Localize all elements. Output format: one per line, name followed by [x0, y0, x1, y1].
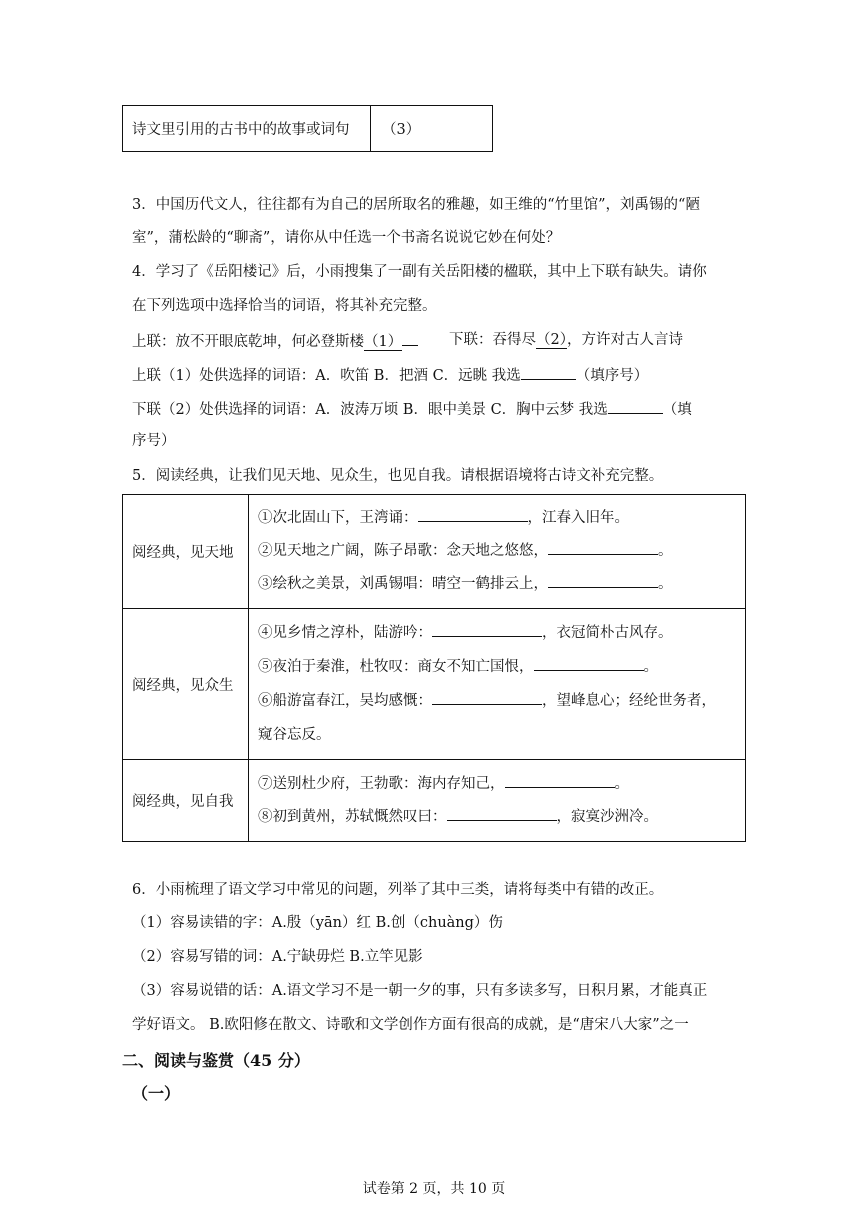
q6-line1: （1）容易读错的字：A.殷（yān）红 B.创（chuàng）伤 [132, 915, 503, 931]
r1b-post: 。 [658, 543, 673, 559]
row2-content [249, 609, 746, 760]
r3b-pre: ⑧初到黄州，苏轼慨然叹曰： [258, 808, 447, 825]
section2-title: 二、阅读与鉴赏（45 分） [122, 1051, 310, 1070]
r1c-blank[interactable] [548, 572, 658, 588]
q4-couplet-upper [132, 330, 418, 352]
q4-option1 [132, 364, 648, 386]
r1a-blank[interactable] [418, 506, 528, 522]
section2-sub: （一） [132, 1084, 181, 1103]
q6-line3: （3）容易说错的话：A.语文学习不是一朝一夕的事，只有多读多写，日积月累，才能真正 [132, 983, 708, 999]
r2a [258, 616, 745, 650]
option1-text: 上联（1）处供选择的词语：A．吹笛 B．把酒 C．远眺 我选 [132, 368, 521, 384]
q4-couplet-lower [449, 330, 683, 350]
row3-content [249, 760, 746, 842]
source-value: （3） [371, 106, 493, 152]
r3a-post: 。 [614, 775, 629, 792]
r2c-line2: 窥谷忘反。 [258, 727, 331, 743]
source-label: 诗文里引用的古书中的故事或词句 [123, 106, 371, 152]
q3-line2: 室”，蒲松龄的“聊斋”，请你从中任选一个书斋名说说它妙在何处？ [132, 230, 561, 246]
q4-line1: 4．学习了《岳阳楼记》后，小雨搜集了一副有关岳阳楼的楹联，其中上下联有缺失。请你 [132, 264, 707, 280]
r3a-pre: ⑦送别杜少府，王勃歌：海内存知己， [258, 775, 505, 792]
r2a-blank[interactable] [432, 621, 542, 637]
r1a-pre: ①次北固山下，王湾诵： [258, 510, 418, 526]
row1-content [249, 495, 746, 609]
lower-mark: （2） [536, 332, 567, 348]
r1b [258, 535, 745, 568]
q4-option2 [132, 398, 692, 420]
option1-blank[interactable] [521, 364, 576, 380]
r1b-blank[interactable] [548, 539, 658, 555]
q5-intro: 5．阅读经典，让我们见天地、见众生，也见自我。请根据语境将古诗文补充完整。 [132, 468, 664, 484]
r3a [258, 768, 745, 801]
row3-label: 阅经典，见自我 [123, 760, 249, 842]
upper-underline-tail [402, 330, 418, 346]
q4-option2-line2: 序号） [132, 433, 176, 449]
r2b-blank[interactable] [534, 655, 644, 671]
row2-label: 阅经典，见众生 [123, 609, 249, 760]
row1-label: 阅经典，见天地 [123, 495, 249, 609]
r2b-post: 。 [643, 659, 658, 675]
q6-line2: （2）容易写错的词：A.宁缺毋烂 B.立竿见影 [132, 949, 423, 965]
q4-line2: 在下列选项中选择恰当的词语，将其补充完整。 [132, 298, 437, 314]
q6-line4: 学好语文。 B.欧阳修在散文、诗歌和文学创作方面有很高的成就，是“唐宋八大家”之一 [132, 1017, 689, 1033]
r3a-blank[interactable] [505, 772, 615, 788]
r1a [258, 502, 745, 535]
r2b-pre: ⑤夜泊于秦淮，杜牧叹：商女不知亡国恨， [258, 659, 534, 675]
page-footer: 试卷第 2 页，共 10 页 [362, 1181, 506, 1197]
r2b [258, 650, 745, 684]
q3-line1: 3．中国历代文人，往往都有为自己的居所取名的雅趣，如王维的“竹里馆”，刘禹锡的“陋 [132, 197, 700, 213]
option2-blank[interactable] [608, 398, 663, 414]
r1a-post: ，江春入旧年。 [527, 510, 629, 526]
r2c [258, 684, 745, 718]
r2c-blank[interactable] [432, 689, 542, 705]
option2-tail: （填 [662, 402, 692, 418]
lower-prefix: 下联：吞得尽 [449, 332, 536, 348]
r1b-pre: ②见天地之广阔，陈子昂歌：念天地之悠悠， [258, 543, 548, 559]
r3b [258, 801, 745, 834]
r2a-post: ，衣冠简朴古风存。 [542, 625, 673, 641]
r1c [258, 568, 745, 601]
source-table [122, 105, 493, 152]
poetry-table [122, 494, 746, 842]
r1c-pre: ③绘秋之美景，刘禹锡唱：晴空一鹤排云上， [258, 576, 548, 592]
r1c-post: 。 [658, 576, 673, 592]
upper-mark: （1） [364, 334, 403, 350]
q6-intro: 6．小雨梳理了语文学习中常见的问题，列举了其中三类，请将每类中有错的改正。 [132, 882, 664, 898]
option1-tail: （填序号） [575, 368, 649, 384]
r2a-pre: ④见乡情之淳朴，陆游吟： [258, 625, 432, 641]
r2c-post: ，望峰息心；经纶世务者， [542, 693, 716, 709]
r3b-blank[interactable] [447, 805, 557, 821]
lower-suffix: ，方许对古人言诗 [566, 332, 683, 348]
option2-text: 下联（2）处供选择的词语：A．波涛万顷 B．眼中美景 C．胸中云梦 我选 [132, 402, 608, 418]
upper-prefix: 上联：放不开眼底乾坤，何必登斯楼 [132, 334, 364, 350]
r3b-post: ，寂寞沙洲冷。 [556, 808, 658, 825]
r2c-pre: ⑥船游富春江，吴均感慨： [258, 693, 432, 709]
